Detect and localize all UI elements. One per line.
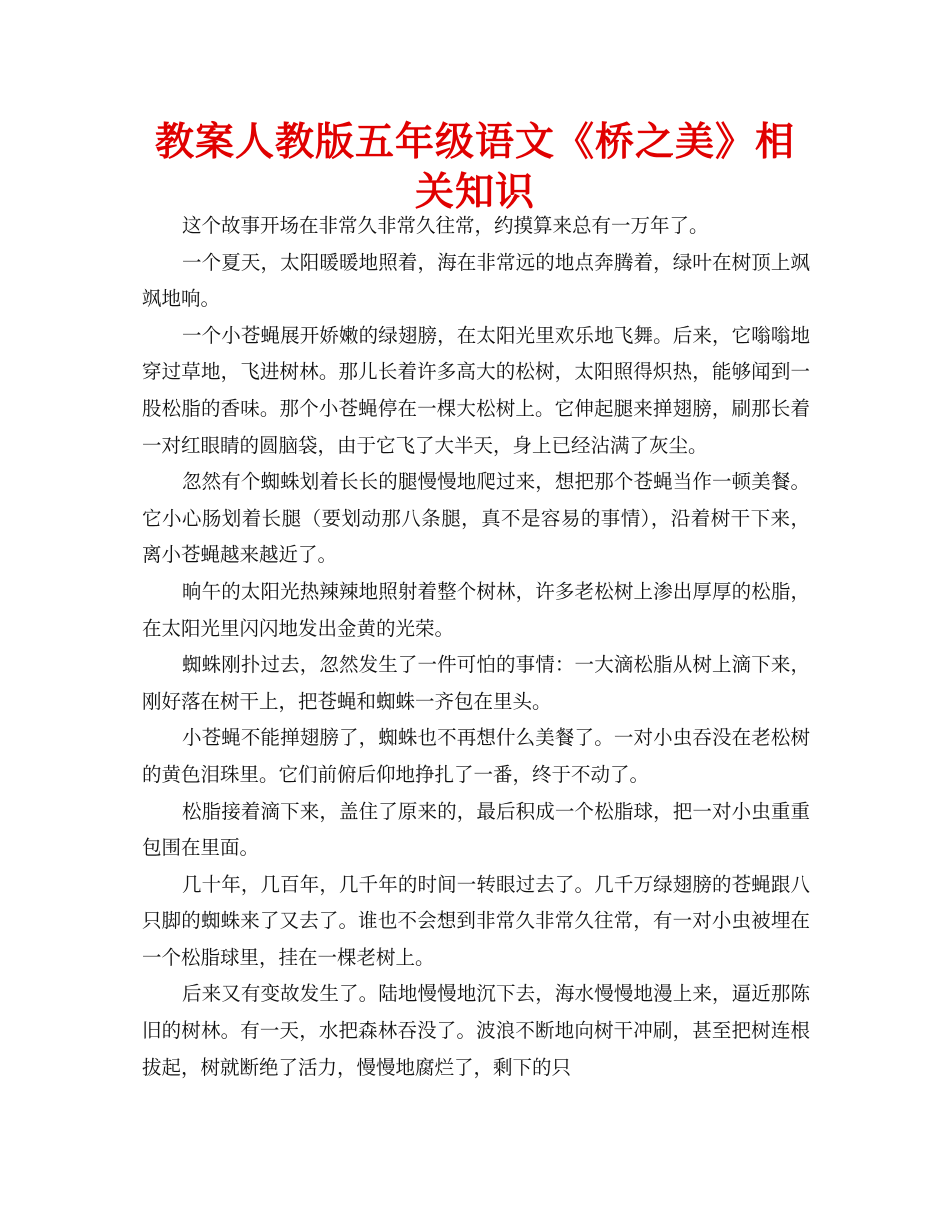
paragraph: 小苍蝇不能掸翅膀了，蜘蛛也不再想什么美餐了。一对小虫吞没在老松树的黄色泪珠里。它们前俯后仰地挣扎了一番，终于不动了。 <box>142 726 810 786</box>
paragraph: 松脂接着滴下来，盖住了原来的，最后积成一个松脂球，把一对小虫重重包围在里面。 <box>142 799 810 860</box>
paragraph: 忽然有个蜘蛛划着长长的腿慢慢地爬过来，想把那个苍蝇当作一顿美餐。它小心肠划着长腿（要划动那八条腿，真不是容易的事情），沿着树干下来，离小苍蝇越来越近了。 <box>142 470 810 567</box>
paragraph: 后来又有变故发生了。陆地慢慢地沉下去，海水慢慢地漫上来，逼近那陈旧的树林。有一天，水把森林吞没了。波浪不断地向树干冲刷，甚至把树连根拔起，树就断绝了活力，慢慢地腐烂了，剩下的只 <box>142 982 810 1079</box>
document-title: 教案人教版五年级语文《桥之美》相关知识 <box>154 120 795 215</box>
paragraph: 一个夏天，太阳暖暖地照着，海在非常远的地点奔腾着，绿叶在树顶上飒飒地响。 <box>142 250 810 311</box>
paragraph: 几十年，几百年，几千年的时间一转眼过去了。几千万绿翅膀的苍蝇跟八只脚的蜘蛛来了又去了。谁也不会想到非常久非常久往常，有一对小虫被埋在一个松脂球里，挂在一棵老树上。 <box>142 872 810 969</box>
paragraph: 晌午的太阳光热辣辣地照射着整个树林，许多老松树上渗出厚厚的松脂，在太阳光里闪闪地发出金黄的光荣。 <box>142 579 810 640</box>
document-body <box>142 208 810 1086</box>
paragraph: 一个小苍蝇展开娇嫩的绿翅膀，在太阳光里欢乐地飞舞。后来，它嗡嗡地穿过草地，飞进树林。那儿长着许多高大的松树，太阳照得炽热，能够闻到一股松脂的香味。那个小苍蝇停在一棵大松树上。它伸起腿来掸翅膀，刷那长着一对红眼睛的圆脑袋，由于它飞了大半天，身上已经沾满了灰尘。 <box>142 323 810 457</box>
paragraph: 蜘蛛刚扑过去，忽然发生了一件可怕的事情：一大滴松脂从树上滴下来，刚好落在树干上，把苍蝇和蜘蛛一齐包在里头。 <box>142 653 810 713</box>
paragraph: 这个故事开场在非常久非常久往常，约摸算来总有一万年了。 <box>181 214 709 237</box>
